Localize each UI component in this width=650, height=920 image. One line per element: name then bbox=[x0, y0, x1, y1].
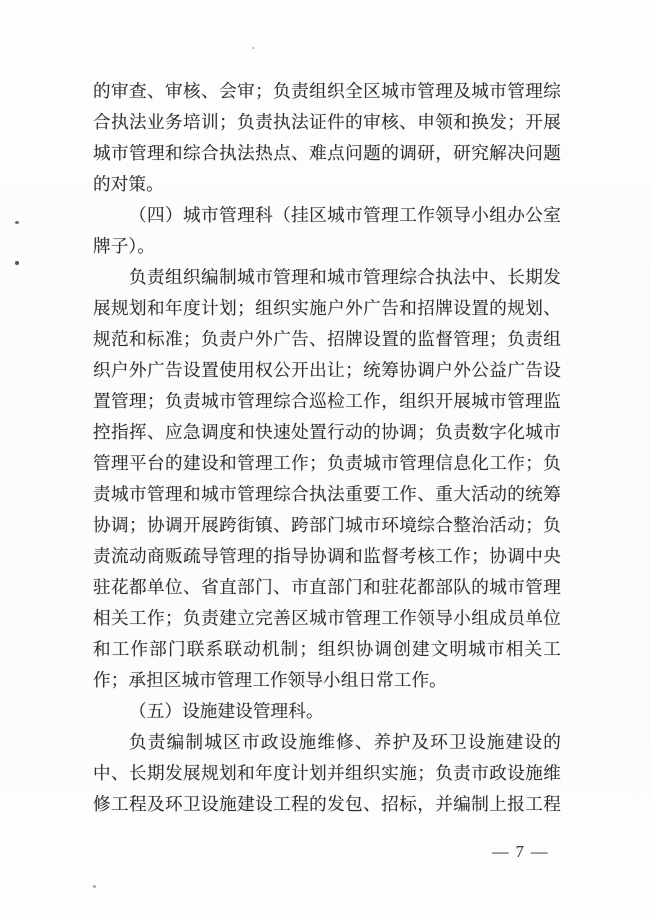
text-line: 修工程及环卫设施建设工程的发包、招标，并编制上报工程 bbox=[93, 794, 561, 814]
text-line: 驻花都单位、省直部门、市直部门和驻花都部队的城市管理 bbox=[93, 577, 561, 597]
scan-speck bbox=[252, 47, 255, 49]
text-line: 协调；协调开展跨街镇、跨部门城市环境综合整治活动；负 bbox=[93, 515, 561, 535]
text-line: 责城市管理和城市管理综合执法重要工作、重大活动的统筹 bbox=[93, 484, 561, 504]
text-line: 城市管理和综合执法热点、难点问题的调研，研究解决问题 bbox=[93, 143, 561, 163]
text-line: 织户外广告设置使用权公开出让；统筹协调户外公益广告设 bbox=[93, 360, 561, 380]
text-line: 中、长期发展规划和年度计划并组织实施；负责市政设施维 bbox=[93, 763, 561, 783]
text-line: （五）设施建设管理科。 bbox=[129, 701, 324, 721]
text-line: 的对策。 bbox=[93, 174, 164, 194]
text-line: 规范和标准；负责户外广告、招牌设置的监督管理；负责组 bbox=[93, 329, 561, 349]
text-line: （四）城市管理科（挂区城市管理工作领导小组办公室 bbox=[129, 205, 561, 225]
text-line: 管理平台的建设和管理工作；负责城市管理信息化工作；负 bbox=[93, 453, 561, 473]
text-line: 合执法业务培训；负责执法证件的审核、申领和换发；开展 bbox=[93, 112, 561, 132]
text-line: 和工作部门联系联动机制；组织协调创建文明城市相关工 bbox=[93, 639, 561, 659]
text-line: 牌子）。 bbox=[93, 236, 155, 256]
scan-speck bbox=[93, 885, 96, 888]
text-line: 展规划和年度计划；组织实施户外广告和招牌设置的规划、 bbox=[93, 298, 561, 318]
text-line: 责流动商贩疏导管理的指导协调和监督考核工作；协调中央 bbox=[93, 546, 561, 566]
scan-speck bbox=[15, 261, 19, 265]
text-line: 相关工作；负责建立完善区城市管理工作领导小组成员单位 bbox=[93, 608, 561, 628]
text-line: 的审查、审核、会审；负责组织全区城市管理及城市管理综 bbox=[93, 81, 561, 101]
page-number: — 7 — bbox=[492, 842, 549, 861]
text-line: 作；承担区城市管理工作领导小组日常工作。 bbox=[93, 670, 447, 690]
document-body-text bbox=[93, 76, 561, 820]
text-line: 控指挥、应急调度和快速处置行动的协调；负责数字化城市 bbox=[93, 422, 561, 442]
text-line: 置管理；负责城市管理综合巡检工作，组织开展城市管理监 bbox=[93, 391, 561, 411]
scan-speck bbox=[15, 221, 19, 224]
text-line: 负责组织编制城市管理和城市管理综合执法中、长期发 bbox=[129, 267, 561, 287]
text-line: 负责编制城区市政设施维修、养护及环卫设施建设的 bbox=[129, 732, 561, 752]
